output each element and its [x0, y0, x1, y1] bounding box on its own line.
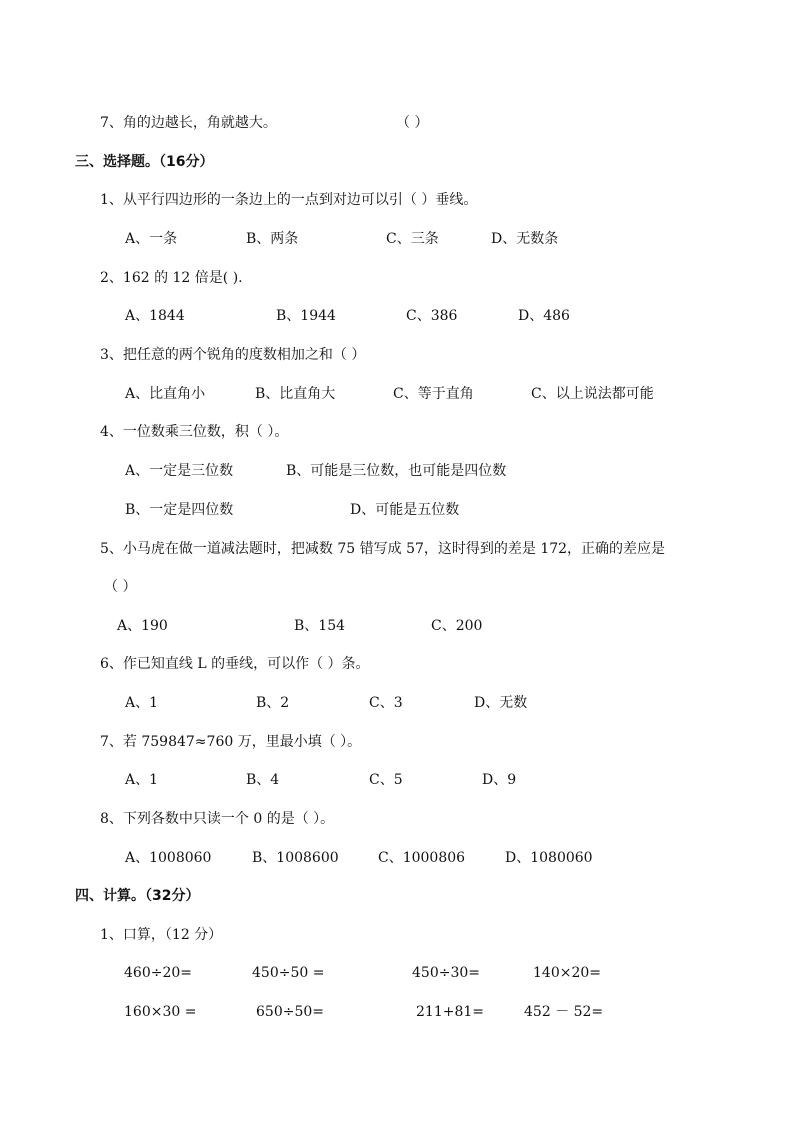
calc-item[interactable]: 452 － 52= — [524, 1004, 604, 1020]
calc-item[interactable]: 450÷50 = — [252, 965, 325, 981]
calc-item[interactable]: 650÷50= — [256, 1004, 324, 1020]
option-b[interactable]: B、2 — [256, 695, 290, 711]
question-2: 2、162 的 12 倍是( ). — [100, 270, 243, 286]
oral-calc-subheading: 1、口算，（12 分） — [100, 927, 223, 943]
option-a[interactable]: A、1 — [125, 695, 159, 711]
option-c[interactable]: C、等于直角 — [393, 386, 474, 402]
question-5: 5、小马虎在做一道减法题时，把减数 75 错写成 57，这时得到的差是 172，正确的差应是 — [100, 541, 666, 557]
option-d[interactable]: D、9 — [482, 772, 517, 788]
option-c[interactable]: C、200 — [431, 618, 483, 634]
question-7: 7、若 759847≈760 万，里最小填（ ）。 — [100, 734, 362, 750]
option-a[interactable]: A、一定是三位数 — [125, 463, 234, 479]
option-c[interactable]: C、三条 — [386, 231, 439, 247]
calc-item[interactable]: 140×20= — [533, 965, 601, 981]
calc-item[interactable]: 460÷20= — [124, 965, 192, 981]
question-7-true-false: 7、角的边越长，角就越大。 — [100, 115, 277, 131]
option-d[interactable]: D、无数条 — [491, 231, 559, 247]
option-b[interactable]: B、1008600 — [252, 850, 339, 866]
option-a[interactable]: A、一条 — [125, 231, 178, 247]
option-a[interactable]: A、190 — [117, 618, 168, 634]
option-c[interactable]: C、5 — [369, 772, 403, 788]
option-d[interactable]: C、以上说法都可能 — [531, 386, 654, 402]
calc-item[interactable]: 211+81= — [416, 1004, 484, 1020]
question-8: 8、下列各数中只读一个 0 的是（ ）。 — [100, 811, 335, 827]
calc-item[interactable]: 450÷30= — [412, 965, 480, 981]
question-3: 3、把任意的两个锐角的度数相加之和（ ） — [100, 347, 366, 363]
option-b[interactable]: B、4 — [246, 772, 280, 788]
option-b[interactable]: B、1944 — [276, 308, 336, 324]
option-b[interactable]: B、154 — [294, 618, 346, 634]
option-a[interactable]: A、1 — [125, 772, 159, 788]
option-a[interactable]: A、1008060 — [125, 850, 212, 866]
option-d[interactable]: D、1080060 — [505, 850, 593, 866]
section-3-heading: 三、选择题。（16分） — [75, 154, 214, 170]
calc-item[interactable]: 160×30 = — [124, 1004, 197, 1020]
answer-paren[interactable]: （ ） — [396, 115, 429, 131]
option-d[interactable]: D、可能是五位数 — [350, 502, 460, 518]
option-b[interactable]: B、比直角大 — [255, 386, 336, 402]
option-c[interactable]: C、1000806 — [378, 850, 466, 866]
option-a[interactable]: A、1844 — [125, 308, 185, 324]
option-c[interactable]: C、386 — [406, 308, 458, 324]
option-d[interactable]: D、486 — [518, 308, 570, 324]
section-4-heading: 四、计算。（32分） — [75, 888, 200, 904]
option-b[interactable]: B、可能是三位数，也可能是四位数 — [286, 463, 507, 479]
option-c[interactable]: C、3 — [369, 695, 403, 711]
option-b[interactable]: B、两条 — [246, 231, 299, 247]
answer-paren[interactable]: （ ） — [104, 579, 137, 595]
question-1: 1、从平行四边形的一条边上的一点到对边可以引（ ）垂线。 — [100, 192, 478, 208]
option-a[interactable]: A、比直角小 — [125, 386, 206, 402]
option-d[interactable]: D、无数 — [474, 695, 528, 711]
question-6: 6、作已知直线 L 的垂线，可以作（ ）条。 — [100, 656, 370, 672]
option-c[interactable]: B、一定是四位数 — [125, 502, 234, 518]
question-4: 4、一位数乘三位数，积（ ）。 — [100, 424, 289, 440]
